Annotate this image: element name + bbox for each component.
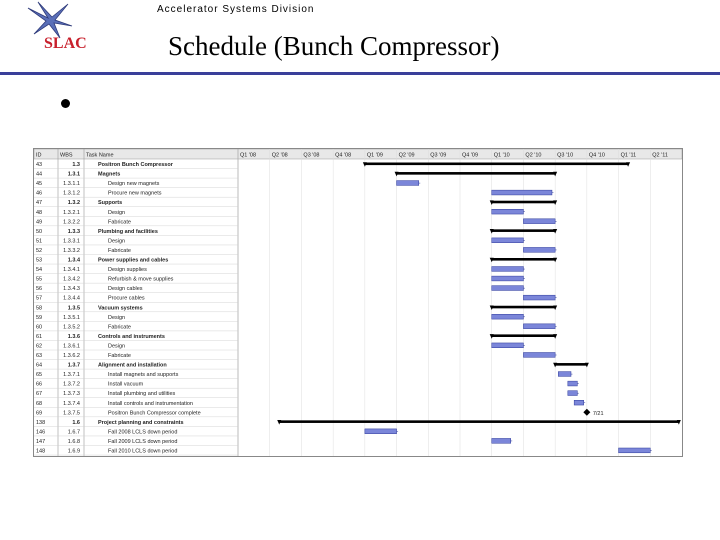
task-name: Design supplies (108, 267, 147, 274)
timeline-quarter-label: Q4 '09 (462, 152, 479, 159)
summary-bar (555, 363, 587, 366)
task-name: Procure cables (108, 295, 145, 302)
task-wbs: 1.3.5.2 (63, 324, 80, 331)
task-wbs: 1.3.6.2 (63, 353, 80, 359)
task-name: Design (108, 209, 126, 216)
task-wbs: 1.3.7.5 (63, 410, 80, 417)
task-name: Design cables (108, 286, 143, 293)
task-bar (523, 219, 555, 224)
task-id: 62 (36, 343, 43, 350)
task-wbs: 1.3.4 (67, 257, 80, 264)
task-bar (523, 295, 555, 300)
task-bar (492, 190, 552, 195)
division-label: Accelerator Systems Division (157, 4, 315, 15)
summary-bar (492, 201, 555, 204)
task-name: Fabricate (108, 219, 131, 226)
task-bar (574, 400, 584, 405)
task-id: 46 (36, 190, 43, 197)
task-bar (619, 448, 651, 453)
task-bar (492, 286, 524, 291)
task-wbs: 1.3.2.1 (63, 209, 80, 216)
summary-bar (492, 229, 555, 232)
task-wbs: 1.3.3 (67, 228, 80, 235)
header-divider (0, 72, 720, 75)
task-wbs: 1.3.5.1 (63, 314, 80, 321)
task-name: Magnets (98, 171, 121, 178)
task-bar (365, 429, 397, 434)
task-bar (568, 391, 578, 396)
column-header-task-name: Task Name (86, 152, 114, 159)
summary-bar (492, 258, 555, 261)
task-bar (492, 276, 524, 281)
task-wbs: 1.3.6.1 (63, 343, 80, 350)
gantt-header-row (34, 149, 682, 159)
task-id: 59 (36, 314, 43, 321)
task-wbs: 1.3.5 (67, 305, 80, 312)
task-bar (492, 209, 524, 214)
timeline-quarter-label: Q1 '11 (620, 152, 637, 159)
task-wbs: 1.3.7.3 (63, 391, 80, 398)
task-id: 50 (36, 228, 43, 235)
task-id: 69 (36, 410, 43, 417)
timeline-quarter-label: Q1 '09 (366, 152, 383, 159)
timeline-quarter-label: Q2 '08 (271, 152, 288, 159)
task-bar (492, 267, 524, 272)
task-wbs: 1.3 (72, 162, 80, 168)
task-wbs: 1.3.7.2 (63, 381, 80, 388)
task-id: 45 (36, 181, 43, 188)
task-id: 147 (36, 438, 46, 445)
task-id: 52 (36, 247, 43, 254)
timeline-quarter-label: Q4 '10 (588, 152, 605, 159)
task-bar (558, 372, 571, 377)
task-name: Install plumbing and utilities (108, 391, 176, 398)
timeline-quarter-label: Q2 '11 (652, 152, 668, 159)
task-wbs: 1.3.2 (67, 200, 80, 207)
column-header-id: ID (36, 152, 42, 159)
summary-bar (397, 172, 556, 175)
task-wbs: 1.3.3.2 (63, 247, 80, 254)
task-bar (492, 438, 511, 443)
column-header-wbs: WBS (60, 152, 73, 159)
task-wbs: 1.3.7.1 (63, 372, 80, 379)
task-id: 61 (36, 333, 43, 340)
page-title: Schedule (Bunch Compressor) (168, 31, 500, 61)
task-wbs: 1.3.4.1 (63, 267, 80, 274)
task-bar (492, 343, 524, 348)
task-id: 43 (36, 162, 43, 168)
task-name: Plumbing and facilities (98, 228, 158, 235)
task-wbs: 1.3.6 (67, 333, 80, 340)
task-id: 148 (36, 448, 46, 455)
task-wbs: 1.3.3.1 (63, 238, 80, 245)
task-bar (523, 353, 555, 358)
task-id: 63 (36, 353, 43, 359)
task-wbs: 1.3.7 (67, 362, 80, 369)
timeline-quarter-label: Q3 '10 (557, 152, 574, 159)
timeline-quarter-label: Q4 '08 (335, 152, 352, 159)
task-wbs: 1.6.7 (67, 429, 80, 436)
task-bar (523, 324, 555, 329)
task-bar (492, 314, 524, 319)
task-name: Design (108, 343, 126, 350)
timeline-quarter-label: Q1 '08 (240, 152, 257, 159)
task-name: Supports (98, 200, 123, 207)
task-name: Controls and instruments (98, 333, 165, 340)
gantt-canvas (34, 149, 682, 456)
timeline-quarter-label: Q2 '09 (398, 152, 415, 159)
task-name: Design new magnets (108, 181, 160, 188)
summary-bar (365, 163, 628, 166)
task-wbs: 1.3.1 (67, 171, 80, 178)
task-name: Positron Bunch Compressor complete (108, 410, 201, 417)
timeline-quarter-label: Q1 '10 (493, 152, 510, 159)
task-wbs: 1.3.1.2 (63, 190, 80, 197)
task-id: 55 (36, 276, 43, 283)
task-wbs: 1.3.4.2 (63, 276, 80, 283)
task-name: Project planning and constraints (98, 419, 184, 426)
slac-logo-text: SLAC (44, 35, 87, 52)
task-id: 146 (36, 429, 46, 436)
summary-bar (492, 334, 555, 337)
task-name: Fabricate (108, 353, 131, 359)
task-id: 138 (36, 419, 46, 426)
task-bar (568, 381, 578, 386)
timeline-quarter-label: Q3 '08 (303, 152, 320, 159)
task-name: Install vacuum (108, 381, 144, 388)
task-wbs: 1.3.2.2 (63, 219, 80, 226)
task-id: 60 (36, 324, 43, 331)
task-id: 44 (36, 171, 43, 178)
task-id: 51 (36, 238, 43, 245)
task-name: Fabricate (108, 324, 131, 331)
task-name: Fabricate (108, 247, 131, 254)
task-id: 56 (36, 286, 43, 293)
task-name: Fall 2009 LCLS down period (108, 438, 178, 445)
task-wbs: 1.3.1.1 (63, 181, 80, 188)
task-name: Alignment and installation (98, 362, 167, 369)
task-wbs: 1.3.4.3 (63, 286, 80, 293)
task-name: Power supplies and cables (98, 257, 169, 264)
task-name: Procure new magnets (108, 190, 162, 197)
task-name: Fall 2010 LCLS down period (108, 448, 178, 455)
task-wbs: 1.3.4.4 (63, 295, 80, 302)
timeline-quarter-label: Q3 '09 (430, 152, 447, 159)
task-name: Install magnets and supports (108, 372, 179, 379)
task-name: Positron Bunch Compressor (98, 162, 173, 168)
task-id: 67 (36, 391, 43, 398)
task-id: 49 (36, 219, 43, 226)
task-name: Vacuum systems (98, 305, 143, 312)
task-name: Refurbish & move supplies (108, 276, 174, 283)
task-name: Install controls and instrumentation (108, 400, 193, 407)
task-name: Design (108, 314, 126, 321)
task-wbs: 1.6 (72, 419, 80, 426)
milestone-diamond (583, 409, 590, 416)
task-bar (492, 238, 524, 243)
task-bar (523, 247, 555, 252)
task-id: 66 (36, 381, 43, 388)
task-id: 64 (36, 362, 43, 369)
task-id: 54 (36, 267, 43, 274)
task-id: 47 (36, 200, 43, 207)
task-id: 58 (36, 305, 43, 312)
task-id: 53 (36, 257, 43, 264)
task-bar (397, 181, 419, 186)
task-wbs: 1.6.8 (67, 438, 80, 445)
task-name: Fall 2008 LCLS down period (108, 429, 178, 436)
task-id: 68 (36, 400, 43, 407)
bullet-point (61, 99, 70, 108)
timeline-quarter-label: Q2 '10 (525, 152, 542, 159)
task-wbs: 1.3.7.4 (63, 400, 80, 407)
summary-bar (279, 420, 679, 423)
milestone-label: 7/21 (592, 410, 604, 417)
task-name: Design (108, 238, 126, 245)
slac-logo (20, 0, 87, 60)
gantt-chart (33, 148, 683, 457)
task-id: 65 (36, 372, 43, 379)
task-id: 48 (36, 209, 43, 216)
logo-star-icon (20, 0, 80, 40)
task-wbs: 1.6.9 (67, 448, 80, 455)
summary-bar (492, 306, 555, 309)
task-id: 57 (36, 295, 43, 302)
